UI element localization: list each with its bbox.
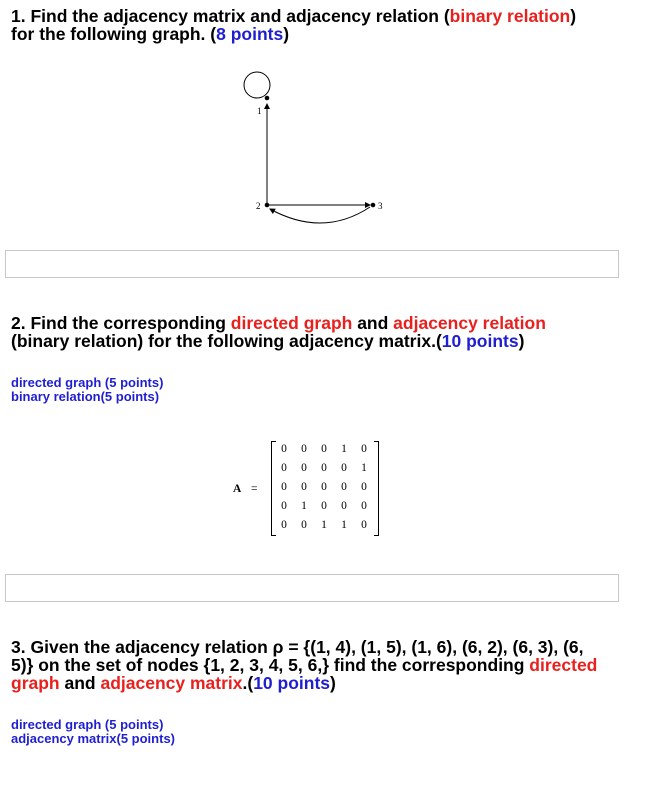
matrix-cell: 0: [281, 481, 287, 493]
matrix-cell: 0: [321, 481, 327, 493]
node-2-label: 2: [256, 201, 261, 211]
matrix-cell: 0: [341, 500, 347, 512]
matrix-cell: 0: [361, 481, 367, 493]
node-1: [265, 96, 270, 101]
matrix-cell: 0: [361, 443, 367, 455]
matrix-cell: 0: [341, 481, 347, 493]
question-2-text: 2. Find the corresponding directed graph and adjacency relation (binary relation) for the following adjacency matrix.(10 points): [11, 313, 546, 351]
matrix-cell: 0: [281, 462, 287, 474]
matrix-equals: =: [251, 483, 258, 495]
matrix-cell: 0: [361, 500, 367, 512]
q2-sub-1: directed graph (5 points): [11, 375, 164, 390]
matrix-cell: 0: [321, 462, 327, 474]
node-3: [371, 203, 376, 208]
matrix-grid: [271, 440, 379, 538]
q3-sub-1: directed graph (5 points): [11, 717, 164, 732]
matrix-cell: 1: [301, 500, 307, 512]
question-1-text: 1. Find the adjacency matrix and adjacency relation (binary relation) for the following graph. (8 points): [11, 6, 577, 44]
node-1-label: 1: [257, 106, 262, 116]
q2-sub-2: binary relation(5 points): [11, 389, 160, 404]
q1-points: 8 points: [216, 24, 284, 44]
q1-highlight: binary relation: [449, 6, 571, 26]
matrix-cell: 1: [341, 443, 347, 455]
matrix-cell: 0: [361, 519, 367, 531]
node-2: [265, 203, 270, 208]
self-loop-edge: [244, 72, 270, 98]
matrix-cell: 0: [301, 481, 307, 493]
matrix-cell: 0: [321, 500, 327, 512]
answer-box-1[interactable]: [5, 250, 619, 278]
matrix-label: A: [233, 483, 242, 495]
matrix-cell: 1: [361, 462, 367, 474]
question-3-text: 3. Given the adjacency relation ρ = {(1, 4), (1, 5), (1, 6), (6, 2), (6, 3), (6, 5)} on the set of nodes {1, 2, 3, 4, 5, 6,} find the corresponding directed graph and adjacency matrix.(10 points): [11, 637, 598, 693]
matrix-cell: 0: [301, 443, 307, 455]
adjacency-matrix: [233, 440, 383, 540]
q3-sub-2: adjacency matrix(5 points): [11, 731, 175, 746]
matrix-cell: 1: [321, 519, 327, 531]
question-1-graph: [235, 68, 395, 228]
matrix-cell: 0: [301, 519, 307, 531]
edge-3-to-2: [270, 207, 370, 223]
matrix-cell: 0: [281, 519, 287, 531]
matrix-cell: 0: [281, 500, 287, 512]
right-bracket: [374, 441, 379, 536]
matrix-cell: 0: [341, 462, 347, 474]
matrix-cell: 0: [301, 462, 307, 474]
matrix-cell: 0: [321, 443, 327, 455]
answer-box-2[interactable]: [5, 574, 619, 602]
node-3-label: 3: [378, 201, 383, 211]
left-bracket: [271, 441, 276, 536]
matrix-cell: 0: [281, 443, 287, 455]
matrix-cell: 1: [341, 519, 347, 531]
